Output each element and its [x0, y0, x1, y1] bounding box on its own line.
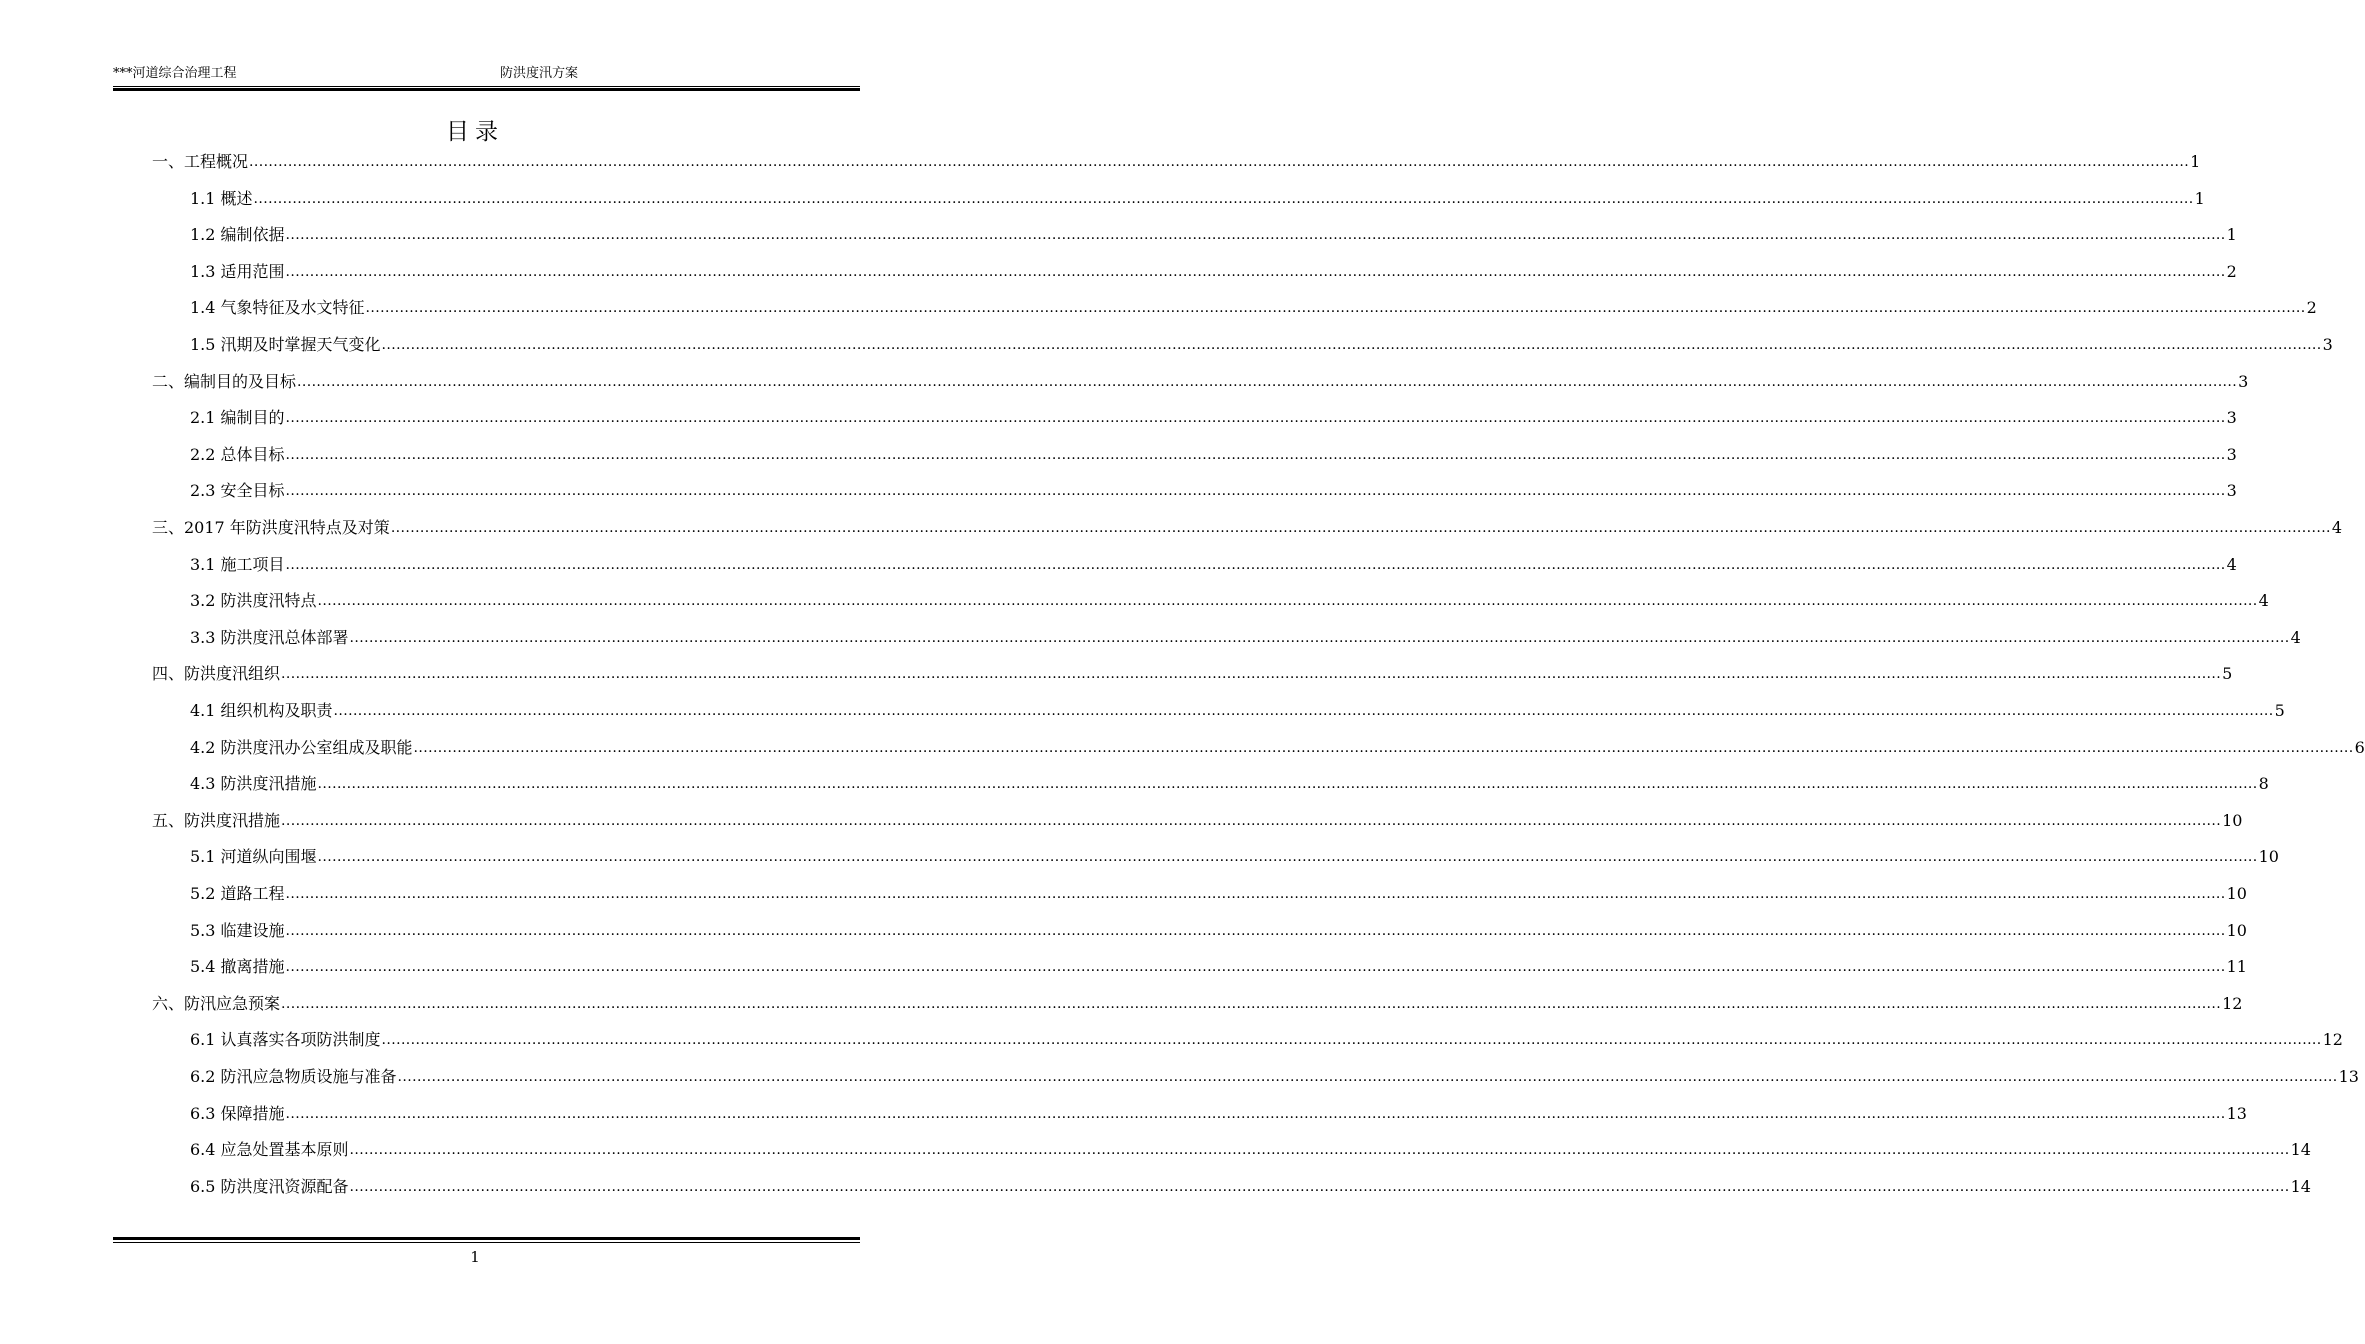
toc-entry[interactable] — [190, 1134, 2311, 1160]
toc-entry[interactable] — [190, 915, 2247, 941]
toc-entry[interactable] — [152, 658, 2233, 684]
toc-entry-label: 一、工程概况 — [152, 152, 249, 171]
toc-entry-label: 6.1 认真落实各项防洪制度 — [190, 1030, 381, 1050]
toc-entry[interactable] — [190, 292, 2317, 318]
toc-entry-label: 5.3 临建设施 — [190, 920, 285, 940]
toc-entry-label: 2.2 总体目标 — [190, 444, 285, 464]
toc-entry-label: 三、2017 年防洪度汛特点及对策 — [152, 518, 390, 537]
toc-dot-leader: ................................................................................................................................................................................................................................................................................................................................................................................................................ — [349, 1142, 2290, 1159]
toc-entry-page: 10 — [2258, 847, 2279, 867]
toc-dot-leader: ................................................................................................................................................................................................................................................................................................................................................................................................................ — [285, 263, 2226, 280]
toc-entry-label: 6.4 应急处置基本原则 — [190, 1140, 349, 1160]
toc-entry-label: 2.1 编制目的 — [190, 408, 285, 428]
toc-entry-page: 3 — [2226, 408, 2237, 428]
toc-entry-page: 12 — [2322, 1030, 2343, 1050]
toc-dot-leader: ................................................................................................................................................................................................................................................................................................................................................................................................................ — [281, 995, 2222, 1012]
toc-entry-page: 4 — [2226, 554, 2237, 574]
toc-dot-leader: ................................................................................................................................................................................................................................................................................................................................................................................................................ — [285, 886, 2226, 902]
toc-entry[interactable] — [190, 549, 2237, 575]
toc-dot-leader: ................................................................................................................................................................................................................................................................................................................................................................................................................ — [281, 812, 2222, 829]
toc-entry[interactable] — [190, 329, 2333, 355]
toc-entry-page: 2 — [2306, 298, 2317, 318]
toc-entry-label: 6.2 防汛应急物质设施与准备 — [190, 1067, 397, 1086]
toc-dot-leader: ................................................................................................................................................................................................................................................................................................................................................................................................................ — [285, 1105, 2226, 1122]
toc-entry[interactable] — [152, 988, 2243, 1014]
toc-dot-leader: ................................................................................................................................................................................................................................................................................................................................................................................................................ — [381, 1032, 2322, 1049]
toc-entry-page: 4 — [2290, 627, 2301, 647]
toc-entry-page: 11 — [2226, 957, 2247, 977]
toc-entry[interactable] — [190, 732, 2365, 758]
toc-dot-leader: ................................................................................................................................................................................................................................................................................................................................................................................................................ — [317, 849, 2258, 866]
toc-entry-page: 10 — [2222, 810, 2243, 830]
toc-entry-page: 4 — [2258, 591, 2269, 611]
toc-dot-leader: ................................................................................................................................................................................................................................................................................................................................................................................................................ — [349, 1178, 2290, 1195]
toc-dot-leader: ................................................................................................................................................................................................................................................................................................................................................................................................................ — [285, 922, 2226, 939]
toc-entry[interactable] — [152, 366, 2249, 392]
toc-entry-page: 3 — [2238, 371, 2249, 391]
page-header-title: 防洪度汛方案 — [500, 66, 579, 81]
toc-entry-page: 12 — [2222, 993, 2243, 1013]
toc-dot-leader: ................................................................................................................................................................................................................................................................................................................................................................................................................ — [285, 227, 2226, 244]
toc-entry-label: 1.5 汛期及时掌握天气变化 — [190, 335, 381, 354]
toc-entry-page: 10 — [2226, 920, 2247, 940]
header-rule-thick — [113, 88, 860, 91]
toc-entry-page: 1 — [2226, 225, 2237, 245]
toc-entry-label: 二、编制目的及目标 — [152, 371, 297, 391]
toc-dot-leader: ................................................................................................................................................................................................................................................................................................................................................................................................................ — [285, 483, 2226, 500]
toc-entry[interactable] — [190, 402, 2237, 428]
toc-entry-page: 3 — [2322, 335, 2333, 354]
toc-entry[interactable] — [190, 841, 2279, 867]
toc-title: 目录 — [446, 119, 504, 145]
toc-entry-label: 1.1 概述 — [190, 188, 253, 208]
toc-entry-label: 5.2 道路工程 — [190, 884, 285, 903]
toc-entry-label: 4.1 组织机构及职责 — [190, 701, 333, 720]
toc-entry[interactable] — [190, 1024, 2343, 1050]
toc-entry[interactable] — [190, 622, 2301, 648]
toc-dot-leader: ................................................................................................................................................................................................................................................................................................................................................................................................................ — [397, 1069, 2338, 1085]
toc-entry-label: 3.1 施工项目 — [190, 554, 285, 574]
toc-dot-leader: ................................................................................................................................................................................................................................................................................................................................................................................................................ — [413, 739, 2354, 756]
toc-entry-label: 1.4 气象特征及水文特征 — [190, 298, 365, 318]
toc-dot-leader: ................................................................................................................................................................................................................................................................................................................................................................................................................ — [317, 776, 2258, 793]
toc-dot-leader: ................................................................................................................................................................................................................................................................................................................................................................................................................ — [285, 446, 2226, 463]
page-header-left: ***河道综合治理工程 — [113, 66, 237, 81]
toc-entry[interactable] — [152, 512, 2343, 538]
toc-dot-leader: ................................................................................................................................................................................................................................................................................................................................................................................................................ — [365, 300, 2306, 317]
toc-entry-page: 14 — [2290, 1140, 2311, 1160]
toc-entry-label: 6.5 防洪度汛资源配备 — [190, 1176, 349, 1196]
footer-rule-thin — [113, 1242, 860, 1243]
toc-entry-page: 3 — [2226, 444, 2237, 464]
toc-entry-page: 3 — [2226, 481, 2237, 501]
toc-entry-label: 4.3 防洪度汛措施 — [190, 774, 317, 794]
toc-entry-page: 6 — [2354, 737, 2365, 757]
toc-dot-leader: ................................................................................................................................................................................................................................................................................................................................................................................................................ — [381, 337, 2322, 353]
page-number: 1 — [470, 1248, 480, 1266]
toc-entry-page: 4 — [2331, 518, 2343, 537]
toc-entry-page: 1 — [2194, 188, 2205, 208]
toc-entry[interactable] — [190, 1171, 2311, 1197]
toc-dot-leader: ................................................................................................................................................................................................................................................................................................................................................................................................................ — [285, 410, 2226, 427]
toc-entry-label: 5.4 撤离措施 — [190, 957, 285, 977]
toc-entry[interactable] — [190, 1061, 2359, 1087]
toc-entry-page: 2 — [2226, 261, 2237, 281]
toc-entry-label: 6.3 保障措施 — [190, 1103, 285, 1123]
toc-entry-page: 13 — [2338, 1067, 2359, 1086]
toc-entry-label: 五、防洪度汛措施 — [152, 810, 281, 830]
toc-dot-leader: ................................................................................................................................................................................................................................................................................................................................................................................................................ — [317, 593, 2258, 610]
toc-entry[interactable] — [190, 475, 2237, 501]
toc-dot-leader: ................................................................................................................................................................................................................................................................................................................................................................................................................ — [285, 556, 2226, 573]
toc-entry-label: 1.2 编制依据 — [190, 225, 285, 245]
toc-entry[interactable] — [190, 768, 2269, 794]
toc-entry[interactable] — [190, 183, 2205, 209]
toc-entry-label: 3.2 防洪度汛特点 — [190, 591, 317, 611]
toc-entry-page: 8 — [2258, 774, 2269, 794]
toc-dot-leader: ................................................................................................................................................................................................................................................................................................................................................................................................................ — [390, 520, 2331, 536]
toc-entry-page: 10 — [2226, 884, 2247, 903]
toc-entry-label: 1.3 适用范围 — [190, 261, 285, 281]
toc-entry[interactable] — [190, 878, 2247, 904]
toc-entry-page: 5 — [2274, 701, 2285, 720]
toc-dot-leader: ................................................................................................................................................................................................................................................................................................................................................................................................................ — [333, 703, 2274, 719]
toc-entry[interactable] — [190, 219, 2237, 245]
toc-dot-leader: ................................................................................................................................................................................................................................................................................................................................................................................................................ — [297, 373, 2238, 390]
toc-entry-label: 4.2 防洪度汛办公室组成及职能 — [190, 737, 413, 757]
footer-rule-thick — [113, 1237, 860, 1240]
toc-entry[interactable] — [190, 256, 2237, 282]
toc-dot-leader: ................................................................................................................................................................................................................................................................................................................................................................................................................ — [285, 959, 2226, 976]
toc-entry-label: 四、防洪度汛组织 — [152, 664, 281, 684]
toc-entry[interactable] — [152, 805, 2243, 831]
toc-entry[interactable] — [152, 146, 2201, 172]
toc-entry[interactable] — [190, 439, 2237, 465]
toc-dot-leader: ................................................................................................................................................................................................................................................................................................................................................................................................................ — [349, 629, 2290, 646]
header-rule-thin — [113, 86, 860, 87]
toc-dot-leader: ................................................................................................................................................................................................................................................................................................................................................................................................................ — [253, 190, 2194, 207]
toc-dot-leader: ................................................................................................................................................................................................................................................................................................................................................................................................................ — [249, 154, 2190, 170]
toc-entry-page: 14 — [2290, 1176, 2311, 1196]
toc-entry[interactable] — [190, 1098, 2247, 1124]
toc-entry-page: 13 — [2226, 1103, 2247, 1123]
toc-entry-label: 5.1 河道纵向围堰 — [190, 847, 317, 867]
toc-entry-page: 1 — [2190, 152, 2201, 171]
toc-entry-label: 3.3 防洪度汛总体部署 — [190, 627, 349, 647]
toc-dot-leader: ................................................................................................................................................................................................................................................................................................................................................................................................................ — [281, 666, 2222, 683]
toc-entry-page: 5 — [2222, 664, 2233, 684]
toc-entry[interactable] — [190, 695, 2285, 721]
toc-entry[interactable] — [190, 585, 2269, 611]
toc-entry-label: 六、防汛应急预案 — [152, 993, 281, 1013]
toc-entry[interactable] — [190, 951, 2247, 977]
toc-entry-label: 2.3 安全目标 — [190, 481, 285, 501]
